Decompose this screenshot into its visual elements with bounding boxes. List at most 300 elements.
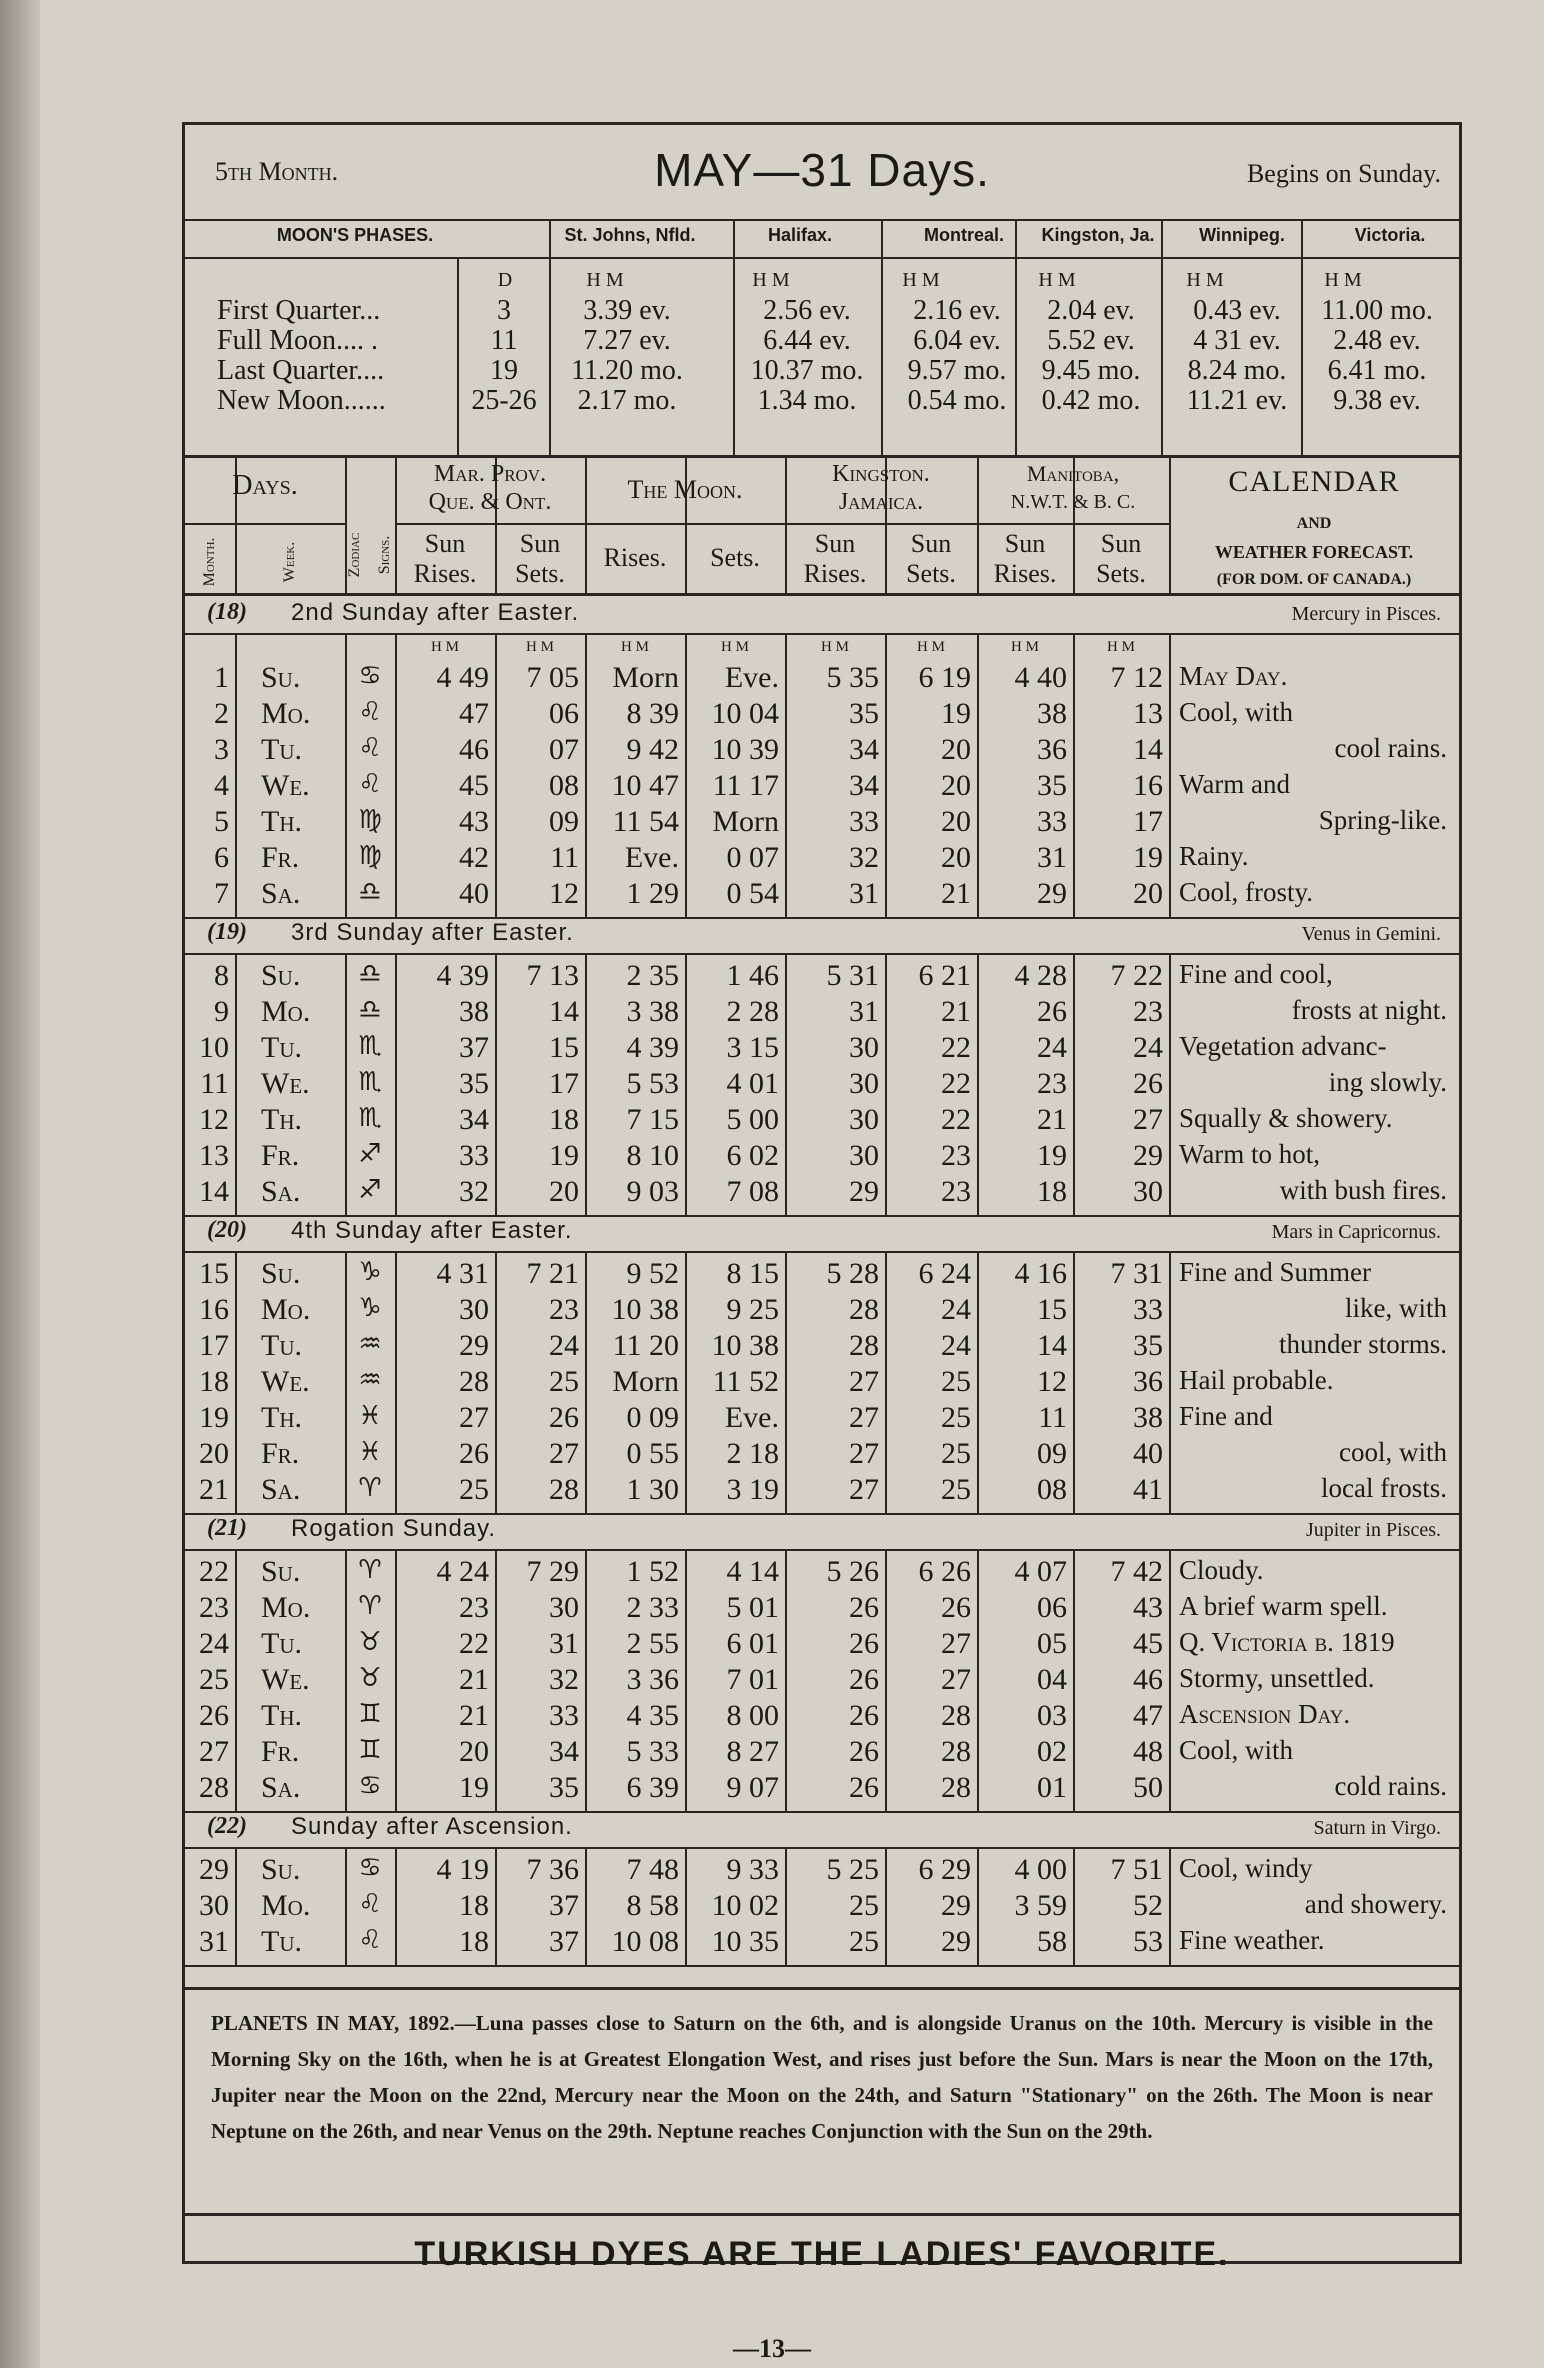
rule — [495, 633, 497, 917]
day-of-week: Tu. — [261, 1329, 302, 1362]
zodiac-sign: ♌ — [358, 769, 382, 799]
rule — [1169, 1549, 1171, 1811]
rule — [785, 1251, 787, 1513]
day-of-month: 12 — [199, 1103, 229, 1136]
time-ns: 7 12 — [1110, 661, 1163, 694]
rule — [185, 2213, 1459, 2216]
time-ms: Morn — [712, 805, 779, 838]
zodiac-sign: ♌ — [358, 1925, 382, 1955]
hm-unit: H M — [821, 639, 849, 655]
time-ks: 26 — [941, 1591, 971, 1624]
time-ss: 32 — [549, 1663, 579, 1696]
time-nr: 06 — [1037, 1591, 1067, 1624]
time-ss: 26 — [549, 1401, 579, 1434]
day-unit: D — [497, 269, 513, 291]
time-nr: 33 — [1037, 805, 1067, 838]
phase-name: Full Moon.... . — [217, 325, 379, 356]
time-ss: 31 — [549, 1627, 579, 1660]
time-ks: 6 19 — [918, 661, 971, 694]
time-ms: 0 54 — [726, 877, 779, 910]
time-ss: 30 — [549, 1591, 579, 1624]
time-sr: 4 19 — [436, 1853, 489, 1886]
day-of-week: We. — [261, 1365, 310, 1398]
day-of-month: 22 — [199, 1555, 229, 1588]
time-kr: 31 — [849, 877, 879, 910]
rule — [345, 633, 347, 917]
nwt-heading: N.W.T. & B. C. — [1010, 491, 1136, 513]
time-nr: 24 — [1037, 1031, 1067, 1064]
day-of-week: Th. — [261, 1103, 302, 1136]
forecast-line: Cool, with — [1179, 1735, 1294, 1765]
day-of-week: Fr. — [261, 1735, 300, 1768]
day-of-week: Th. — [261, 805, 302, 838]
time-ms: 0 07 — [726, 841, 779, 874]
time-nr: 01 — [1037, 1771, 1067, 1804]
rule — [1169, 1251, 1171, 1513]
zodiac-sign: ♑ — [358, 1257, 382, 1287]
forecast-line: cold rains. — [1334, 1771, 1447, 1801]
rule — [785, 953, 787, 1215]
time-ns: 7 51 — [1110, 1853, 1163, 1886]
phase-location: Montreal. — [923, 225, 1004, 245]
time-kr: 26 — [849, 1663, 879, 1696]
time-nr: 12 — [1037, 1365, 1067, 1398]
sunday-name: 3rd Sunday after Easter. — [291, 919, 574, 946]
forecast-line: Q. Victoria b. 1819 — [1179, 1627, 1395, 1657]
phase-time: 6.04 ev. — [913, 325, 1001, 356]
time-sr: 4 24 — [436, 1555, 489, 1588]
time-ks: 23 — [941, 1139, 971, 1172]
phase-time: 1.34 mo. — [757, 385, 857, 416]
time-ms: 7 01 — [726, 1663, 779, 1696]
zodiac-sign: ♐ — [358, 1139, 382, 1169]
begins-on: Begins on Sunday. — [1246, 159, 1441, 188]
time-sr: 4 39 — [436, 959, 489, 992]
hm-unit: H M — [1324, 269, 1362, 291]
phase-time: 11.00 mo. — [1321, 295, 1433, 326]
kingston-heading: Kingston. — [832, 461, 930, 487]
hm-unit: H M — [621, 639, 649, 655]
time-ss: 7 05 — [526, 661, 579, 694]
phase-location: Kingston, Ja. — [1041, 225, 1155, 245]
time-ns: 16 — [1133, 769, 1163, 802]
phase-time: 2.04 ev. — [1047, 295, 1135, 326]
time-ks: 25 — [941, 1401, 971, 1434]
day-of-week: Mo. — [261, 697, 311, 730]
time-nr: 4 07 — [1014, 1555, 1067, 1588]
time-ns: 52 — [1133, 1889, 1163, 1922]
time-mr: 11 20 — [612, 1329, 679, 1362]
zodiac-sign: ♉ — [358, 1627, 382, 1657]
sunday-banner — [185, 917, 1459, 953]
zodiac-sign: ♍ — [358, 841, 382, 871]
time-ss: 7 13 — [526, 959, 579, 992]
rule — [881, 219, 883, 455]
phase-location: Victoria. — [1354, 225, 1426, 245]
time-ss: 33 — [549, 1699, 579, 1732]
forecast-line: May Day. — [1179, 661, 1288, 691]
rule — [185, 455, 1459, 458]
time-mr: 8 39 — [626, 697, 679, 730]
time-sr: 4 49 — [436, 661, 489, 694]
time-mr: 4 39 — [626, 1031, 679, 1064]
time-mr: 4 35 — [626, 1699, 679, 1732]
time-mr: 7 48 — [626, 1853, 679, 1886]
rule — [1073, 953, 1075, 1215]
phase-location: St. Johns, Nfld. — [564, 225, 696, 245]
time-ms: 6 02 — [726, 1139, 779, 1172]
time-kr: 29 — [849, 1175, 879, 1208]
time-ks: 25 — [941, 1365, 971, 1398]
rule — [495, 1251, 497, 1513]
zodiac-heading: Zodiac Signs. — [346, 532, 393, 578]
time-kr: 25 — [849, 1889, 879, 1922]
rule — [1169, 633, 1171, 917]
rule — [885, 633, 887, 917]
rule — [235, 1549, 237, 1811]
time-kr: 34 — [849, 769, 879, 802]
phase-time: 0.43 ev. — [1193, 295, 1281, 326]
day-of-month: 20 — [199, 1437, 229, 1470]
hm-unit: H M — [902, 269, 940, 291]
rule — [185, 219, 1459, 221]
time-ms: 3 15 — [726, 1031, 779, 1064]
time-nr: 35 — [1037, 769, 1067, 802]
time-ms: 5 01 — [726, 1591, 779, 1624]
rule — [885, 1549, 887, 1811]
sun-rises-heading: Sun Rises. — [803, 529, 867, 588]
hm-unit: H M — [1011, 639, 1039, 655]
calendar-frame — [182, 122, 1462, 2273]
phase-time: 9.38 ev. — [1333, 385, 1421, 416]
week-number: (18) — [207, 599, 247, 625]
zodiac-sign: ♎ — [358, 995, 382, 1025]
phase-location: Winnipeg. — [1199, 225, 1285, 245]
zodiac-sign: ♈ — [358, 1591, 382, 1621]
time-sr: 28 — [459, 1365, 489, 1398]
day-of-week: We. — [261, 1067, 310, 1100]
time-ss: 7 36 — [526, 1853, 579, 1886]
phase-time: 3.39 ev. — [583, 295, 671, 326]
time-ks: 28 — [941, 1735, 971, 1768]
time-nr: 38 — [1037, 697, 1067, 730]
time-nr: 03 — [1037, 1699, 1067, 1732]
zodiac-sign: ♈ — [358, 1555, 382, 1585]
time-ks: 28 — [941, 1699, 971, 1732]
time-kr: 31 — [849, 995, 879, 1028]
time-sr: 21 — [459, 1699, 489, 1732]
day-of-week: We. — [261, 1663, 310, 1696]
day-of-week: Mo. — [261, 1591, 311, 1624]
phase-time: 9.57 mo. — [907, 355, 1007, 386]
phase-location: Halifax. — [767, 225, 833, 245]
time-kr: 26 — [849, 1771, 879, 1804]
time-kr: 5 35 — [826, 661, 879, 694]
sun-rises-heading: Sun Rises. — [993, 529, 1057, 588]
phase-name: First Quarter... — [217, 295, 381, 326]
time-ms: 8 00 — [726, 1699, 779, 1732]
time-sr: 43 — [459, 805, 489, 838]
time-ms: 10 35 — [711, 1925, 779, 1958]
day-of-month: 16 — [199, 1293, 229, 1326]
planet-note: Mercury in Pisces. — [1291, 603, 1441, 625]
zodiac-sign: ♌ — [358, 697, 382, 727]
forecast-line: Fine and cool, — [1179, 959, 1333, 989]
time-nr: 09 — [1037, 1437, 1067, 1470]
phase-day: 11 — [490, 325, 518, 356]
time-nr: 08 — [1037, 1473, 1067, 1506]
time-kr: 34 — [849, 733, 879, 766]
time-mr: 7 15 — [626, 1103, 679, 1136]
day-of-month: 25 — [199, 1663, 229, 1696]
time-sr: 18 — [459, 1889, 489, 1922]
day-of-week: Sa. — [261, 1771, 301, 1804]
hm-unit: H M — [917, 639, 945, 655]
time-ks: 6 21 — [918, 959, 971, 992]
hm-unit: H M — [431, 639, 459, 655]
forecast-line: frosts at night. — [1291, 995, 1447, 1025]
phase-time: 8.24 mo. — [1187, 355, 1287, 386]
time-nr: 26 — [1037, 995, 1067, 1028]
time-ss: 37 — [549, 1889, 579, 1922]
time-kr: 35 — [849, 697, 879, 730]
time-ms: 9 07 — [726, 1771, 779, 1804]
day-of-week: Fr. — [261, 1437, 300, 1470]
day-of-week: Sa. — [261, 1473, 301, 1506]
days-heading: Days. — [232, 470, 298, 501]
rule — [395, 1251, 397, 1513]
time-nr: 14 — [1037, 1329, 1067, 1362]
time-ms: 6 01 — [726, 1627, 779, 1660]
forecast-line: Ascension Day. — [1179, 1699, 1351, 1729]
time-ns: 36 — [1133, 1365, 1163, 1398]
zodiac-sign: ♓ — [358, 1401, 382, 1431]
time-mr: 5 33 — [626, 1735, 679, 1768]
week-number: (19) — [207, 919, 247, 945]
day-of-month: 11 — [200, 1067, 229, 1100]
forecast-line: like, with — [1345, 1293, 1447, 1323]
time-mr: 2 35 — [626, 959, 679, 992]
rule — [977, 1549, 979, 1811]
time-mr: 9 03 — [626, 1175, 679, 1208]
time-mr: 8 58 — [626, 1889, 679, 1922]
time-ss: 06 — [549, 697, 579, 730]
sets-heading: Sets. — [710, 543, 760, 572]
time-mr: 5 53 — [626, 1067, 679, 1100]
rule — [977, 633, 979, 917]
phase-time: 6.44 ev. — [763, 325, 851, 356]
time-ns: 48 — [1133, 1735, 1163, 1768]
day-of-month: 28 — [199, 1771, 229, 1804]
forecast-line: ing slowly. — [1328, 1067, 1447, 1097]
zodiac-sign: ♓ — [358, 1437, 382, 1467]
time-mr: 10 47 — [611, 769, 679, 802]
zodiac-sign: ♊ — [358, 1735, 382, 1765]
time-ms: 11 17 — [712, 769, 779, 802]
zodiac-sign: ♌ — [358, 733, 382, 763]
zodiac-sign: ♉ — [358, 1663, 382, 1693]
time-mr: 1 29 — [626, 877, 679, 910]
zodiac-sign: ♋ — [358, 1853, 382, 1883]
time-ns: 46 — [1133, 1663, 1163, 1696]
rule — [1073, 1251, 1075, 1513]
time-ks: 19 — [941, 697, 971, 730]
day-of-month: 15 — [199, 1257, 229, 1290]
rule — [885, 953, 887, 1215]
day-of-month: 3 — [214, 733, 229, 766]
time-sr: 20 — [459, 1735, 489, 1768]
forecast-line: Fine and Summer — [1179, 1257, 1371, 1287]
day-of-week: Su. — [261, 1853, 301, 1886]
sunday-banner — [185, 597, 1459, 633]
phase-time: 6.41 mo. — [1327, 355, 1427, 386]
rule — [585, 1847, 587, 1965]
day-of-week: Su. — [261, 1555, 301, 1588]
time-sr: 30 — [459, 1293, 489, 1326]
rule — [785, 633, 787, 917]
phase-time: 10.37 mo. — [750, 355, 864, 386]
zodiac-sign: ♋ — [358, 661, 382, 691]
day-of-month: 23 — [199, 1591, 229, 1624]
day-of-week: Mo. — [261, 1293, 311, 1326]
zodiac-sign: ♍ — [358, 805, 382, 835]
time-ns: 7 42 — [1110, 1555, 1163, 1588]
day-of-month: 21 — [199, 1473, 229, 1506]
rule — [685, 1549, 687, 1811]
rule — [185, 633, 1459, 635]
day-of-month: 6 — [214, 841, 229, 874]
time-sr: 32 — [459, 1175, 489, 1208]
month-label: 5th Month. — [215, 157, 339, 186]
time-mr: 3 36 — [626, 1663, 679, 1696]
zodiac-sign: ♊ — [358, 1699, 382, 1729]
day-of-month: 19 — [199, 1401, 229, 1434]
hm-unit: H M — [526, 639, 554, 655]
rule — [185, 523, 345, 525]
phase-time: 0.54 mo. — [907, 385, 1007, 416]
time-kr: 5 31 — [826, 959, 879, 992]
time-ns: 20 — [1133, 877, 1163, 910]
sunday-name: 4th Sunday after Easter. — [291, 1217, 573, 1244]
time-ss: 19 — [549, 1139, 579, 1172]
zodiac-sign: ♌ — [358, 1889, 382, 1919]
forecast-line: Spring-like. — [1318, 805, 1447, 835]
rule — [885, 1847, 887, 1965]
day-of-month: 17 — [199, 1329, 229, 1362]
phase-time: 11.21 ev. — [1186, 385, 1288, 416]
time-ms: 5 00 — [726, 1103, 779, 1136]
time-ks: 28 — [941, 1771, 971, 1804]
rule — [585, 953, 587, 1215]
sunday-name: Sunday after Ascension. — [291, 1813, 573, 1840]
day-of-month: 26 — [199, 1699, 229, 1732]
time-nr: 21 — [1037, 1103, 1067, 1136]
day-of-week: Fr. — [261, 1139, 300, 1172]
time-ns: 23 — [1133, 995, 1163, 1028]
sunday-banner — [185, 1513, 1459, 1549]
phase-time: 5.52 ev. — [1047, 325, 1135, 356]
time-ks: 29 — [941, 1889, 971, 1922]
time-sr: 4 31 — [436, 1257, 489, 1290]
forecast-line: cool rains. — [1334, 733, 1447, 763]
time-mr: 10 38 — [611, 1293, 679, 1326]
rule — [345, 1847, 347, 1965]
time-sr: 38 — [459, 995, 489, 1028]
rule — [1073, 1847, 1075, 1965]
day-of-month: 13 — [199, 1139, 229, 1172]
forecast-line: Fine weather. — [1179, 1925, 1325, 1955]
time-ks: 24 — [941, 1329, 971, 1362]
time-nr: 36 — [1037, 733, 1067, 766]
rises-heading: Rises. — [603, 543, 667, 572]
time-sr: 22 — [459, 1627, 489, 1660]
time-mr: 2 55 — [626, 1627, 679, 1660]
calendar-heading: CALENDAR — [1228, 465, 1400, 498]
rule — [395, 953, 397, 1215]
time-ns: 50 — [1133, 1771, 1163, 1804]
time-nr: 3 59 — [1014, 1889, 1067, 1922]
zodiac-sign: ♋ — [358, 1771, 382, 1801]
zodiac-sign: ♒ — [358, 1365, 382, 1395]
time-ms: 3 19 — [726, 1473, 779, 1506]
forecast-line: Fine and — [1179, 1401, 1273, 1431]
time-sr: 34 — [459, 1103, 489, 1136]
time-kr: 26 — [849, 1735, 879, 1768]
time-sr: 21 — [459, 1663, 489, 1696]
time-ks: 24 — [941, 1293, 971, 1326]
time-ks: 20 — [941, 769, 971, 802]
time-sr: 47 — [459, 697, 489, 730]
time-ms: 10 39 — [711, 733, 779, 766]
rule — [785, 1549, 787, 1811]
rule — [185, 1987, 1459, 1990]
the-moon-heading: The Moon. — [627, 475, 743, 504]
time-mr: 3 38 — [626, 995, 679, 1028]
time-ks: 22 — [941, 1067, 971, 1100]
time-ns: 14 — [1133, 733, 1163, 766]
time-mr: 9 52 — [626, 1257, 679, 1290]
phase-time: 7.27 ev. — [583, 325, 671, 356]
page-title: MAY—31 Days. — [654, 144, 990, 196]
day-of-week: Tu. — [261, 1925, 302, 1958]
time-ms: 7 08 — [726, 1175, 779, 1208]
sunday-banner — [185, 1811, 1459, 1847]
time-mr: 6 39 — [626, 1771, 679, 1804]
planet-note: Jupiter in Pisces. — [1306, 1519, 1441, 1541]
rule — [585, 1251, 587, 1513]
sun-sets-heading: Sun Sets. — [906, 529, 956, 588]
hm-unit: H M — [752, 269, 790, 291]
time-ss: 37 — [549, 1925, 579, 1958]
time-mr: Eve. — [624, 841, 679, 874]
day-of-month: 27 — [199, 1735, 229, 1768]
time-sr: 29 — [459, 1329, 489, 1362]
rule — [185, 1847, 1459, 1849]
time-ns: 41 — [1133, 1473, 1163, 1506]
rule — [1169, 1847, 1171, 1965]
time-kr: 30 — [849, 1031, 879, 1064]
time-ss: 35 — [549, 1771, 579, 1804]
forecast-line: Hail probable. — [1179, 1365, 1334, 1395]
time-ss: 09 — [549, 805, 579, 838]
phase-time: 0.42 mo. — [1041, 385, 1141, 416]
time-ms: 9 25 — [726, 1293, 779, 1326]
time-nr: 31 — [1037, 841, 1067, 874]
rule — [235, 953, 237, 1215]
forecast-line: Cool, with — [1179, 697, 1294, 727]
day-of-month: 14 — [199, 1175, 229, 1208]
time-mr: Morn — [612, 661, 679, 694]
